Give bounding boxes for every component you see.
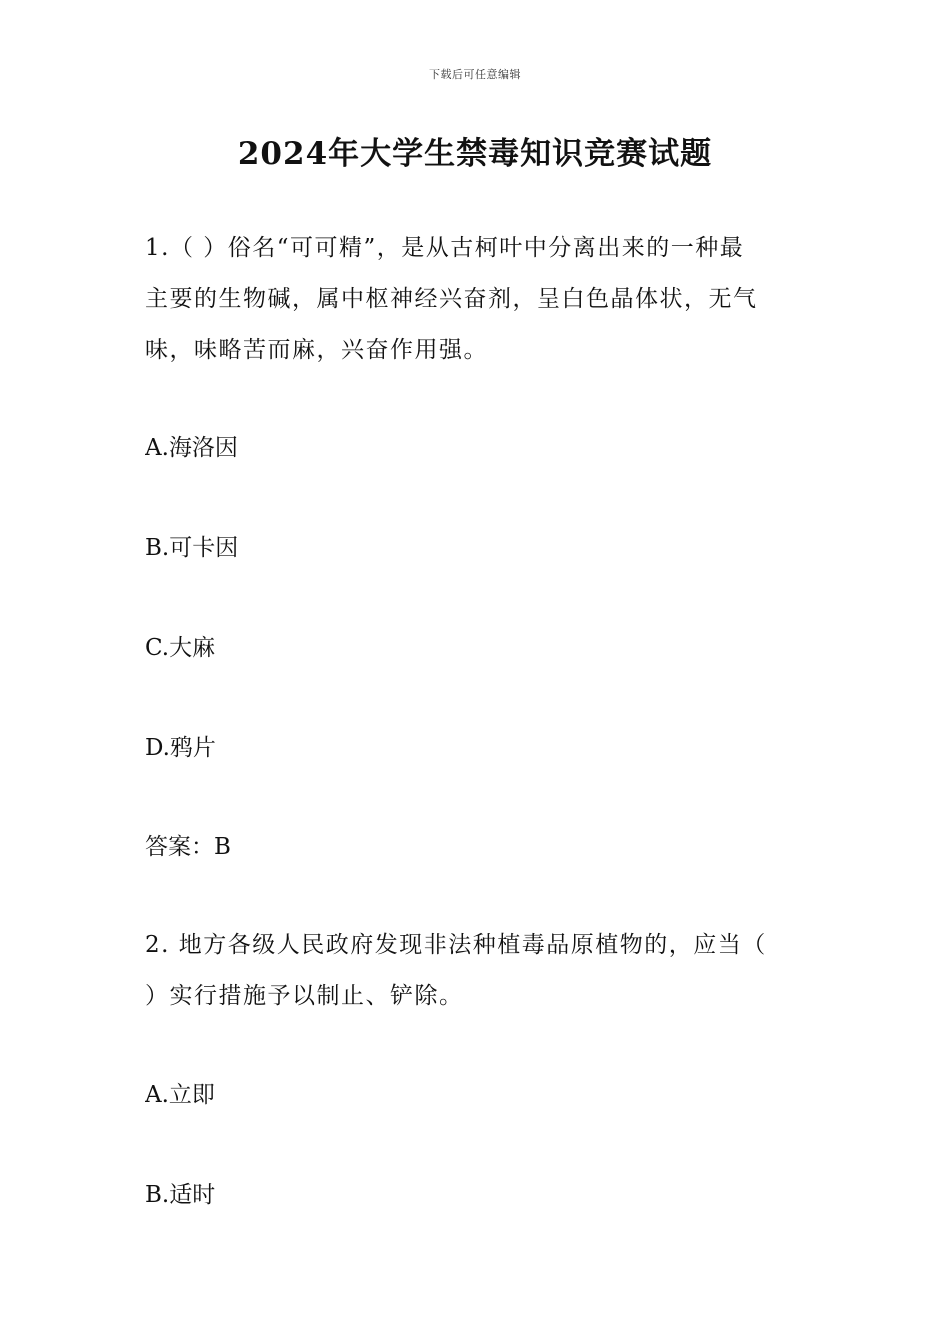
question-1-line: 1.（ ）俗名“可可精”，是从古柯叶中分离出来的一种最 [145, 235, 745, 261]
question-1-option-a: A.海洛因 [145, 435, 238, 461]
question-1-line: 味，味略苦而麻，兴奋作用强。 [145, 337, 488, 363]
question-1-option-b: B.可卡因 [145, 535, 239, 561]
question-1-line: 主要的生物碱，属中枢神经兴奋剂，呈白色晶体状，无气 [145, 286, 758, 312]
question-1-answer: 答案：B [145, 834, 231, 860]
document-title: 2024年大学生禁毒知识竞赛试题 [237, 136, 713, 172]
question-2-option-a: A.立即 [145, 1082, 215, 1108]
question-1-text [145, 233, 815, 386]
question-2-option-b: B.适时 [145, 1182, 216, 1208]
question-2-line: 2. 地方各级人民政府发现非法种植毒品原植物的，应当（ [145, 932, 767, 958]
question-2-line: ）实行措施予以制止、铲除。 [145, 983, 464, 1009]
question-2-text [145, 930, 815, 1032]
page-header-note: 下载后可任意编辑 [429, 68, 521, 81]
question-1-option-d: D.鸦片 [145, 735, 216, 761]
question-1-option-c: C.大麻 [145, 635, 216, 661]
